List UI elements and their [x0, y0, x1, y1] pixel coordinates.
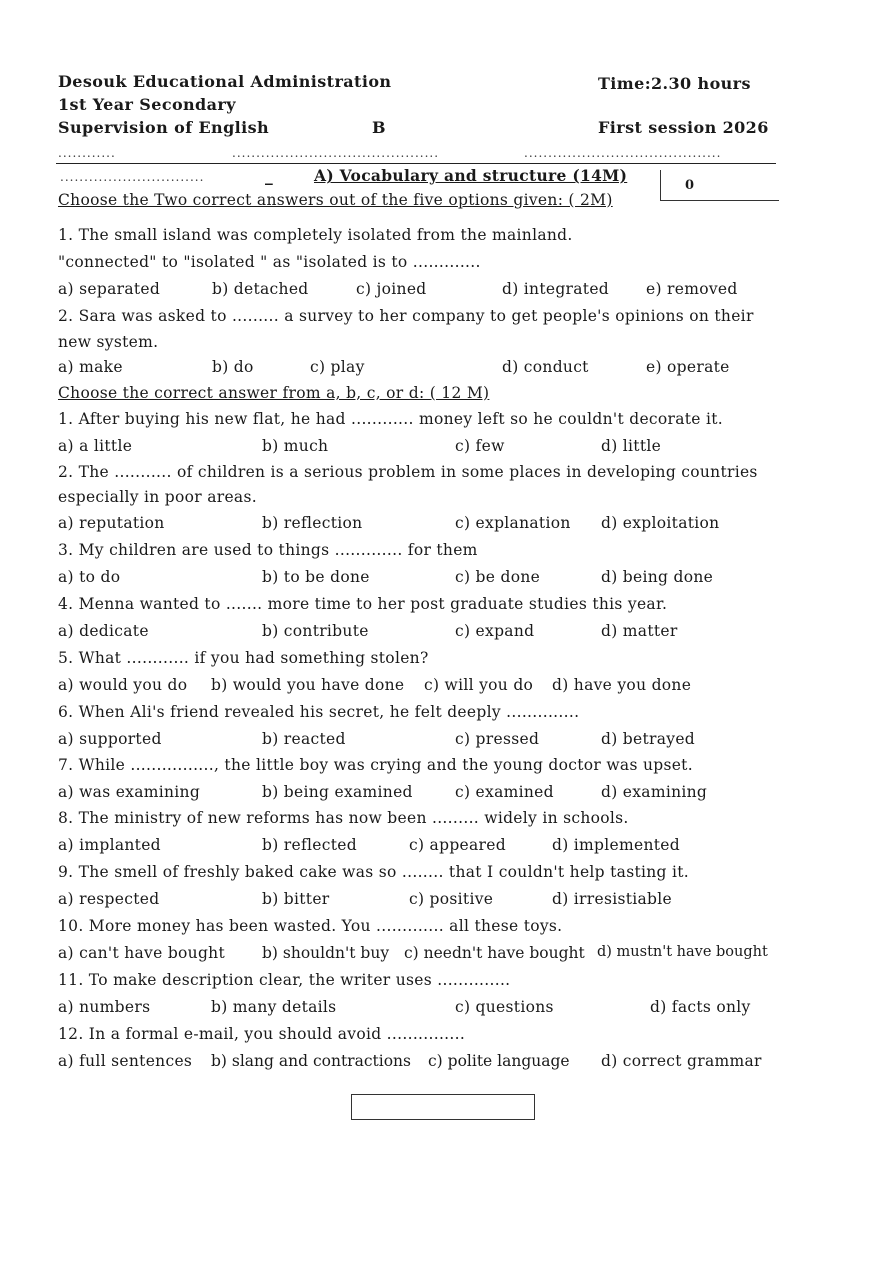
q9-opt-d[interactable]: d) irresistiable — [552, 890, 672, 908]
q7-opt-a[interactable]: a) was examining — [58, 783, 201, 801]
q5-text: 5. What ............ if you had something stolen? — [58, 649, 429, 667]
q8-opt-b[interactable]: b) reflected — [262, 836, 357, 854]
q9-opt-b[interactable]: b) bitter — [262, 890, 330, 908]
p1-q1-opt-d[interactable]: d) integrated — [502, 280, 610, 298]
p1-q2-opt-e[interactable]: e) operate — [646, 358, 730, 376]
q8-opt-d[interactable]: d) implemented — [552, 836, 680, 854]
q2-opt-c[interactable]: c) explanation — [455, 514, 571, 532]
mark-value: 0 — [685, 178, 695, 193]
q6-opt-c[interactable]: c) pressed — [455, 730, 540, 748]
q2-line1: 2. The ........... of children is a serious problem in some places in developing countries — [58, 463, 758, 481]
q2-line2: especially in poor areas. — [58, 488, 257, 506]
instruction-part-1: Choose the Two correct answers out of the five options given: ( 2M) — [58, 191, 613, 209]
q10-opt-c[interactable]: c) needn't have bought — [404, 944, 585, 962]
q8-opt-c[interactable]: c) appeared — [409, 836, 506, 854]
q4-opt-c[interactable]: c) expand — [455, 622, 535, 640]
header-divider — [56, 163, 776, 164]
section-a-title: A) Vocabulary and structure (14M) — [314, 166, 628, 185]
p1-q2-opt-c[interactable]: c) play — [310, 358, 365, 376]
exam-version: B — [372, 118, 386, 137]
exam-time: Time:2.30 hours — [598, 74, 751, 93]
q10-opt-d[interactable]: d) mustn't have bought — [597, 944, 768, 960]
q5-opt-c[interactable]: c) will you do — [424, 676, 534, 694]
q4-opt-d[interactable]: d) matter — [601, 622, 678, 640]
q6-opt-a[interactable]: a) supported — [58, 730, 162, 748]
q3-opt-a[interactable]: a) to do — [58, 568, 121, 586]
instruction-part-2: Choose the correct answer from a, b, c, or d: ( 12 M) — [58, 384, 490, 402]
q9-opt-c[interactable]: c) positive — [409, 890, 494, 908]
q11-opt-c[interactable]: c) questions — [455, 998, 554, 1016]
dots-field-4: .............................. — [60, 170, 205, 184]
q8-opt-a[interactable]: a) implanted — [58, 836, 161, 854]
q12-opt-b[interactable]: b) slang and contractions — [211, 1052, 411, 1070]
q4-opt-a[interactable]: a) dedicate — [58, 622, 149, 640]
p1-q2-line1: 2. Sara was asked to ......... a survey to her company to get people's opinions on their — [58, 307, 754, 325]
q5-opt-b[interactable]: b) would you have done — [211, 676, 405, 694]
q1-opt-d[interactable]: d) little — [601, 437, 662, 455]
dash-mark: _ — [265, 166, 274, 185]
p1-q1-opt-c[interactable]: c) joined — [356, 280, 427, 298]
q6-text: 6. When Ali's friend revealed his secret, he felt deeply .............. — [58, 703, 580, 721]
mark-box — [660, 170, 779, 201]
page-number-box — [351, 1094, 535, 1120]
p1-q1-opt-b[interactable]: b) detached — [212, 280, 309, 298]
q4-text: 4. Menna wanted to ....... more time to her post graduate studies this year. — [58, 595, 668, 613]
q5-opt-a[interactable]: a) would you do — [58, 676, 188, 694]
q5-opt-d[interactable]: d) have you done — [552, 676, 692, 694]
p1-q2-line2: new system. — [58, 333, 159, 351]
q3-opt-d[interactable]: d) being done — [601, 568, 714, 586]
q2-opt-d[interactable]: d) exploitation — [601, 514, 720, 532]
admin-name: Desouk Educational Administration — [58, 72, 392, 91]
q11-opt-b[interactable]: b) many details — [211, 998, 337, 1016]
p1-q1-line2: "connected" to "isolated " as "isolated is to ............. — [58, 253, 481, 271]
q12-text: 12. In a formal e-mail, you should avoid ............... — [58, 1025, 466, 1043]
q8-text: 8. The ministry of new reforms has now been ......... widely in schools. — [58, 809, 629, 827]
q7-opt-c[interactable]: c) examined — [455, 783, 554, 801]
q1-text: 1. After buying his new flat, he had ............ money left so he couldn't decorate it. — [58, 410, 724, 428]
p1-q2-opt-b[interactable]: b) do — [212, 358, 254, 376]
q12-opt-d[interactable]: d) correct grammar — [601, 1052, 762, 1070]
q11-opt-a[interactable]: a) numbers — [58, 998, 151, 1016]
q10-opt-a[interactable]: a) can't have bought — [58, 944, 225, 962]
q7-text: 7. While ................, the little boy was crying and the young doctor was upset. — [58, 756, 693, 774]
exam-session: First session 2026 — [598, 118, 769, 137]
q1-opt-a[interactable]: a) a little — [58, 437, 133, 455]
q6-opt-b[interactable]: b) reacted — [262, 730, 346, 748]
q3-text: 3. My children are used to things ............. for them — [58, 541, 478, 559]
p1-q2-opt-d[interactable]: d) conduct — [502, 358, 589, 376]
q9-opt-a[interactable]: a) respected — [58, 890, 160, 908]
q11-text: 11. To make description clear, the writer uses .............. — [58, 971, 511, 989]
q1-opt-b[interactable]: b) much — [262, 437, 329, 455]
supervision: Supervision of English — [58, 118, 270, 137]
q2-opt-a[interactable]: a) reputation — [58, 514, 165, 532]
q3-opt-c[interactable]: c) be done — [455, 568, 541, 586]
q3-opt-b[interactable]: b) to be done — [262, 568, 370, 586]
q10-text: 10. More money has been wasted. You ............. all these toys. — [58, 917, 563, 935]
p1-q1-opt-e[interactable]: e) removed — [646, 280, 738, 298]
q9-text: 9. The smell of freshly baked cake was so ........ that I couldn't help tasting it. — [58, 863, 689, 881]
dots-field-2: ........................................... — [232, 146, 440, 160]
q1-opt-c[interactable]: c) few — [455, 437, 505, 455]
year-level: 1st Year Secondary — [58, 95, 236, 114]
q12-opt-a[interactable]: a) full sentences — [58, 1052, 193, 1070]
q2-opt-b[interactable]: b) reflection — [262, 514, 363, 532]
q4-opt-b[interactable]: b) contribute — [262, 622, 369, 640]
q6-opt-d[interactable]: d) betrayed — [601, 730, 696, 748]
q7-opt-b[interactable]: b) being examined — [262, 783, 413, 801]
p1-q2-opt-a[interactable]: a) make — [58, 358, 123, 376]
q12-opt-c[interactable]: c) polite language — [428, 1052, 570, 1070]
p1-q1-opt-a[interactable]: a) separated — [58, 280, 161, 298]
p1-q1-line1: 1. The small island was completely isolated from the mainland. — [58, 226, 573, 244]
q10-opt-b[interactable]: b) shouldn't buy — [262, 944, 390, 962]
dots-field-3: ......................................... — [524, 146, 722, 160]
q7-opt-d[interactable]: d) examining — [601, 783, 708, 801]
q11-opt-d[interactable]: d) facts only — [650, 998, 751, 1016]
dots-field-1: ............ — [58, 146, 116, 160]
